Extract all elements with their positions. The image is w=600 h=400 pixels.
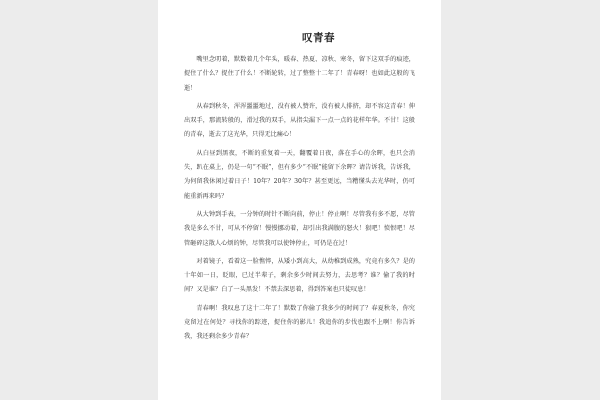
paragraph-5: 对着镜子，看着这一脸憔悴，从矮小到高大，从幼稚到成熟，究竟有多久？是的十年如一日，眨眼，已过半辈子，剩余多少时间去努力，去思考？谁？偷了我的时间？又是谁？白了一头黑发！不禁去深思着，得到答案也只徒叹息！	[184, 257, 415, 294]
document-page	[158, 0, 441, 400]
paragraph-3: 从白昼到黑夜，不断的重复着一天，翻覆着日夜，落在手心的余晖，也只会消失，趴在桌上，仍是一句“不眠”，但有多少“不眠”能留下余晖？请告诉我，告诉我，为何留我休闲过着日子！10年？20年？30年？甚至更远，当糟懂头去光华时，仍可能重新再来吗？	[184, 149, 415, 200]
paragraph-1: 嘴里念叨着，默数着几个年头，暖春、热夏、凉秋、寒冬，留下这双手的痕迹，捉住了什么？捉住了什么！不断轮转，过了整整十二年了！青春呀！也如此这般的飞逝！	[184, 56, 415, 92]
paragraph-6: 青春啊！我叹息了这十二年了！默数了你偷了我多少的时间了？春夏秋冬，你究竟留过在何处？寻找你的踪迹，捉住你的影儿！我追你的步伐也跟不上啊！你告诉我，我还剩余多少青春？	[184, 304, 415, 341]
paragraph-4: 从大钟到手表，一分钟的时针不断向前，停止！停止啊！尽管我有多不愿，尽管我是多么不甘，可从不停留！慢慢挪动着，却引出我满腹的怒火！狠吧！愤恨吧！尽管砸碎这散人心烦的钟，尽管我可以使钟停止，可仍是在过！	[184, 210, 415, 247]
document-title: 叹青春	[302, 32, 335, 44]
paragraph-2: 从春到秋冬，浑浑噩噩地过，没有被人赞许，没有被人排挤，却不容这青春！伸出双手，那流转般的，滑过我的双手，从指尖漏下一点一点的花样年华。不甘！这般的青春，逝去了这光华，只得无比痛心！	[184, 102, 415, 139]
